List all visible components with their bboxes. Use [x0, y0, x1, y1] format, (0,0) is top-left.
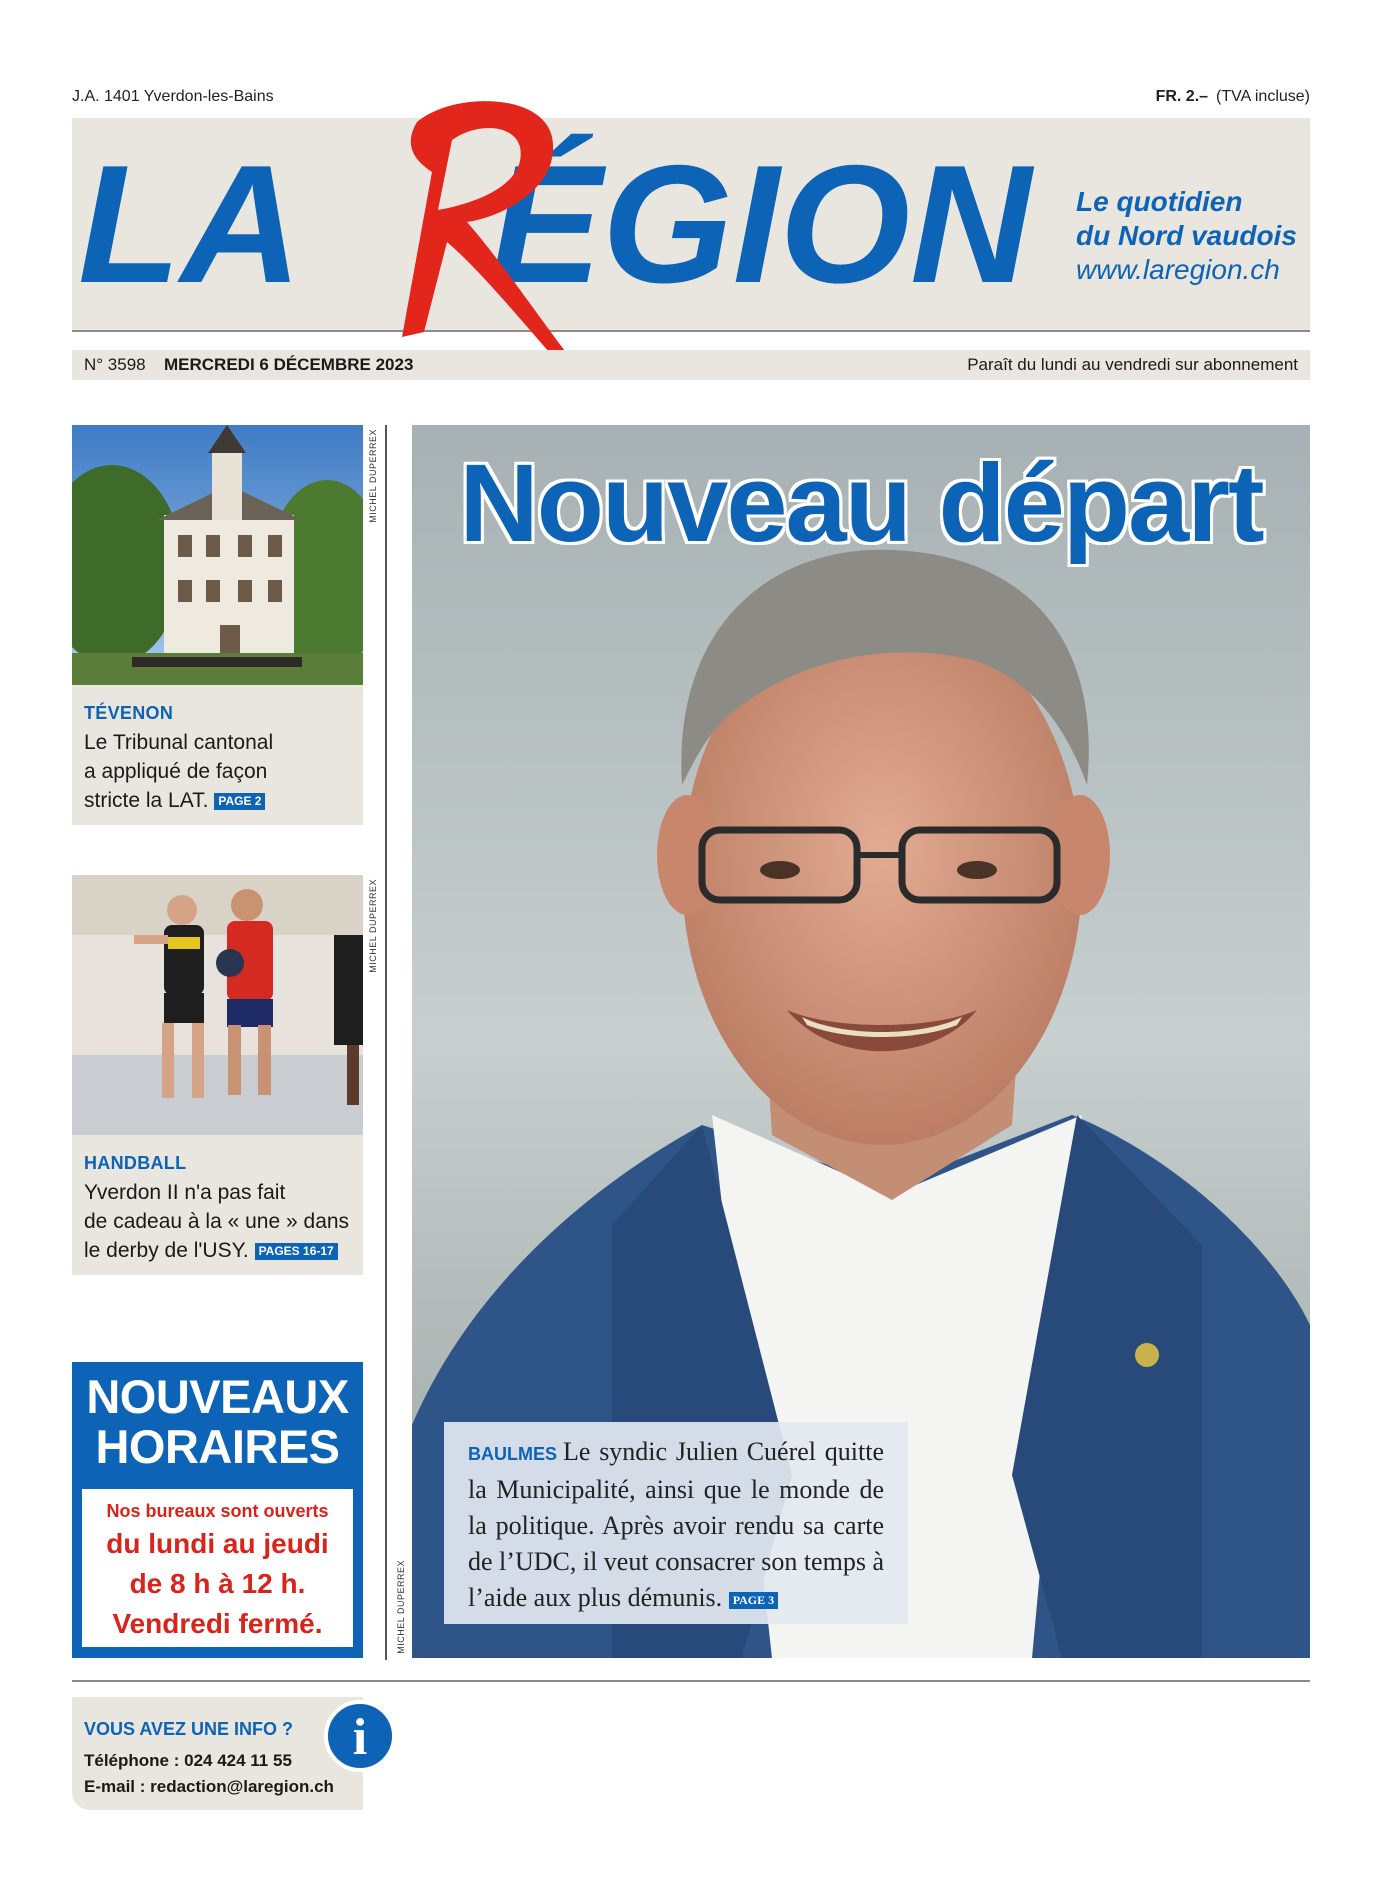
hours-days: du lundi au jeudi: [106, 1528, 329, 1559]
column-divider: [385, 425, 387, 1660]
news-tip-email[interactable]: E-mail : redaction@laregion.ch: [84, 1777, 334, 1796]
news-tip-title: VOUS AVEZ UNE INFO ?: [84, 1719, 294, 1739]
brief-kicker: TÉVENON: [84, 703, 174, 723]
photo-credit: MICHEL DUPERREX: [396, 1560, 406, 1654]
subscription-note: Paraît du lundi au vendredi sur abonnement: [967, 355, 1298, 374]
logo-text-la: LA: [78, 130, 302, 318]
title-line-1: NOUVEAUX: [86, 1370, 349, 1423]
brief-kicker: HANDBALL: [84, 1153, 187, 1173]
info-icon-glyph: i: [352, 1709, 368, 1766]
photo-credit: MICHEL DUPERREX: [368, 429, 378, 523]
brief-text: [84, 728, 359, 815]
title-line-2: HORAIRES: [95, 1420, 340, 1473]
lead-story-caption[interactable]: [444, 1422, 908, 1624]
price-info: [1156, 88, 1310, 106]
brief-line: de cadeau à la « une » dans: [84, 1210, 350, 1233]
opening-hours-title: [72, 1372, 363, 1472]
hours-intro: Nos bureaux sont ouverts: [106, 1501, 329, 1521]
issue-number: N° 3598: [84, 355, 146, 374]
price: FR. 2.–: [1155, 88, 1209, 105]
brief-line: a appliqué de façon: [84, 760, 268, 783]
masthead-tagline: [1076, 185, 1306, 287]
brief-text: [84, 1178, 359, 1265]
photo-credit: MICHEL DUPERREX: [368, 879, 378, 973]
main-headline[interactable]: Nouveau départ: [459, 442, 1263, 565]
website-link[interactable]: www.laregion.ch: [1076, 254, 1280, 285]
tagline-line-1: Le quotidien: [1076, 186, 1243, 217]
caption-kicker: BAULMES: [468, 1444, 557, 1464]
brief-line: Yverdon II n'a pas fait: [84, 1181, 286, 1204]
page-reference[interactable]: PAGE 2: [214, 793, 265, 810]
news-tip-phone[interactable]: Téléphone : 024 424 11 55: [84, 1751, 292, 1770]
handball-photo: [72, 875, 363, 1135]
page-reference[interactable]: PAGES 16-17: [255, 1243, 338, 1260]
hours-time: de 8 h à 12 h.: [129, 1568, 306, 1599]
tagline-line-2: du Nord vaudois: [1076, 220, 1297, 251]
opening-hours-box: [72, 1362, 363, 1658]
page-reference[interactable]: PAGE 3: [729, 1592, 778, 1609]
news-tip-box: [72, 1697, 363, 1810]
brief-card-tevenon[interactable]: [72, 425, 378, 825]
caption-text: Le syndic Julien Cuérel quitte la Municipalité, ainsi que le monde de la politique. Après avoir rendu sa carte de l’UDC, il veut consacrer son temps à l’aide aux plus démunis.: [468, 1437, 884, 1612]
dateline: [72, 350, 1310, 380]
edition-info: J.A. 1401 Yverdon-les-Bains: [72, 88, 274, 105]
brief-card-handball[interactable]: [72, 875, 378, 1275]
logo-text-egion: ÉGION: [490, 130, 1032, 318]
brief-line: le derby de l'USY.: [84, 1239, 249, 1262]
opening-hours-details: [82, 1489, 353, 1647]
price-note: (TVA incluse): [1216, 88, 1310, 105]
info-icon: [324, 1700, 396, 1772]
brief-line: stricte la LAT.: [84, 789, 209, 812]
hours-closed: Vendredi fermé.: [112, 1608, 323, 1639]
newspaper-logo[interactable]: [72, 92, 1052, 362]
footer-divider: [72, 1680, 1310, 1682]
brief-line: Le Tribunal cantonal: [84, 731, 274, 754]
issue-date: MERCREDI 6 DÉCEMBRE 2023: [164, 355, 414, 374]
town-hall-photo: [72, 425, 363, 685]
